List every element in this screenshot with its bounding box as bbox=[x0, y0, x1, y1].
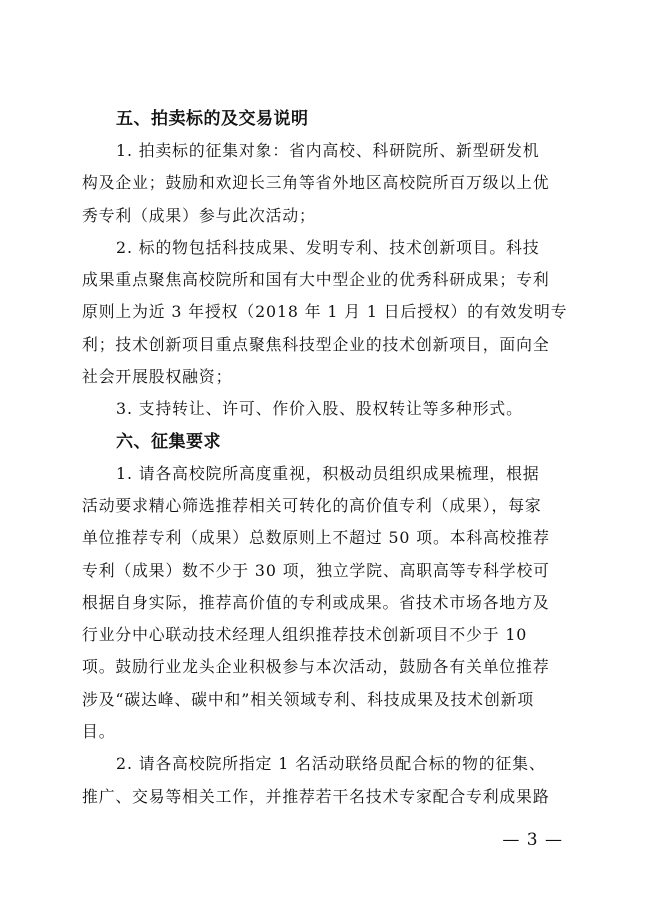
page-number: — 3 — bbox=[502, 830, 563, 850]
text-line: 社会开展股权融资； bbox=[82, 367, 233, 387]
text-line: 项。鼓励行业龙头企业积极参与本次活动，鼓励各有关单位推荐 bbox=[82, 657, 550, 677]
section-heading-auction: 五、拍卖标的及交易说明 bbox=[116, 109, 309, 129]
text-line: 秀专利（成果）参与此次活动； bbox=[82, 205, 316, 225]
text-line: 1. 请各高校院所高度重视，积极动员组织成果梳理，根据 bbox=[116, 463, 540, 483]
text-line: 行业分中心联动技术经理人组织推荐技术创新项目不少于 10 bbox=[82, 625, 528, 645]
text-line: 专利（成果）数不少于 30 项，独立学院、高职高等专科学校可 bbox=[82, 560, 550, 580]
section-heading-requirements: 六、征集要求 bbox=[116, 431, 221, 452]
paragraph-collection-targets bbox=[82, 135, 570, 232]
paragraph-liaison bbox=[82, 748, 570, 813]
text-line: 成果重点聚焦高校院所和国有大中型企业的优秀科研成果；专利 bbox=[82, 270, 550, 290]
document-body bbox=[82, 103, 570, 813]
paragraph-university-requirements bbox=[82, 458, 570, 749]
paragraph-subject-matter bbox=[82, 232, 570, 393]
text-line: 涉及“碳达峰、碳中和”相关领域专利、科技成果及技术创新项 bbox=[82, 689, 535, 709]
text-line: 3. 支持转让、许可、作价入股、股权转让等多种形式。 bbox=[116, 399, 523, 419]
text-line: 构及企业；鼓励和欢迎长三角等省外地区高校院所百万级以上优 bbox=[82, 173, 550, 193]
text-line: 2. 标的物包括科技成果、发明专利、技术创新项目。科技 bbox=[116, 237, 540, 257]
text-line: 推广、交易等相关工作，并推荐若干名技术专家配合专利成果路 bbox=[82, 786, 550, 806]
text-line: 单位推荐专利（成果）总数原则上不超过 50 项。本科高校推荐 bbox=[82, 528, 550, 548]
paragraph-transfer-forms bbox=[82, 393, 570, 425]
text-line: 目。 bbox=[82, 722, 116, 742]
text-line: 原则上为近 3 年授权（2018 年 1 月 1 日后授权）的有效发明专 bbox=[82, 302, 568, 322]
text-line: 1. 拍卖标的征集对象：省内高校、科研院所、新型研发机 bbox=[116, 141, 540, 160]
text-line: 活动要求精心筛选推荐相关可转化的高价值专利（成果），每家 bbox=[82, 495, 542, 515]
text-line: 根据自身实际，推荐高价值的专利或成果。省技术市场各地方及 bbox=[82, 592, 550, 612]
text-line: 2. 请各高校院所指定 1 名活动联络员配合标的物的征集、 bbox=[116, 754, 546, 774]
text-line: 利；技术创新项目重点聚焦科技型企业的技术创新项目，面向全 bbox=[82, 334, 550, 354]
